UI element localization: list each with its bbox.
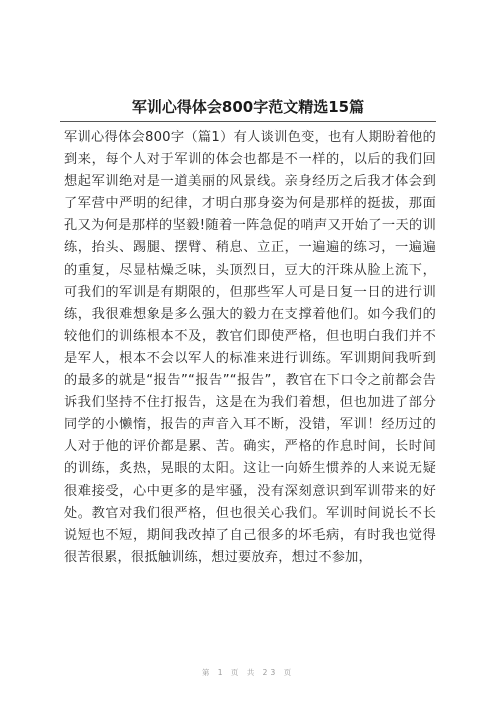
title-divider: [60, 121, 436, 122]
page-number-footer: 第 1 页 共 23 页: [201, 668, 295, 677]
document-title: 军训心得体会800字范文精选15篇: [131, 98, 365, 116]
document-body: 军训心得体会800字（篇1）有人谈训色变，也有人期盼着他的到来，每个人对于军训的体会也都是不一样的，以后的我们回想起军训绝对是一道美丽的风景线。亲身经历之后我才体会到了军营中严明的纪律，才明白那身姿为何是那样的挺拔，那面孔又为何是那样的坚毅!随着一阵急促的哨声又开始了一天的训练，抬头、踢腿、摆臂、稍息、立正，一遍遍的练习，一遍遍的重复，尽显枯燥乏味，头顶烈日，豆大的汗珠从脸上流下，可我们的军训是有期限的，但那些军人可是日复一日的进行训练，我很难想象是多么强大的毅力在支撑着他们。如今我们的较他们的训练根本不及，教官们即使严格，但也明白我们并不是军人，根本不会以军人的标准来进行训练。军训期间我听到的最多的就是“报告”“报告”“报告”，教官在下口令之前都会告诉我们坚持不住打报告，这是在为我们着想，但也加进了部分同学的小懒惰，报告的声音入耳不断，没错，军训！经历过的人对于他的评价都是累、苦。确实，严格的作息时间，长时间的训练，炙热，晃眼的太阳。这让一向娇生惯养的人来说无疑很难接受，心中更多的是牢骚，没有深刻意识到军训带来的好处。教官对我们很严格，但也很关心我们。军训时间说长不长说短也不短，期间我改掉了自己很多的坏毛病，有时我也觉得很苦很累，很抵触训练，想过要放弃，想过不参加，: [64, 130, 436, 565]
